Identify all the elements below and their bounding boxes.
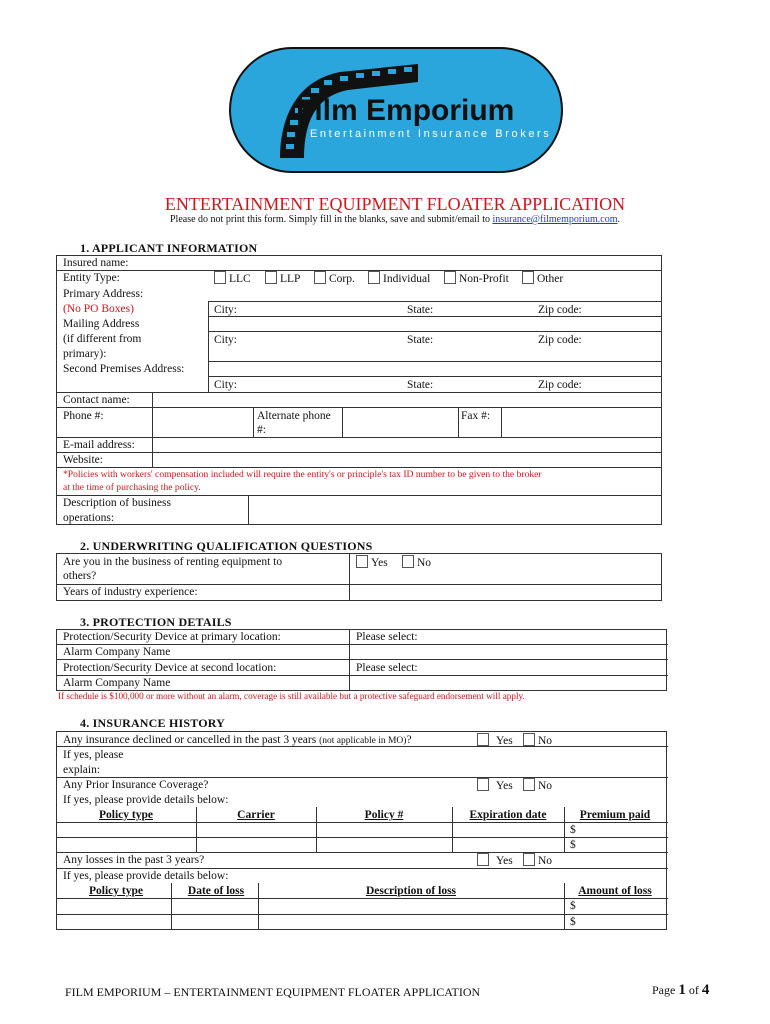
loss-col-amount: Amount of loss <box>578 885 652 897</box>
prior-yes-label: Yes <box>496 780 513 792</box>
premium-dollar-1: $ <box>570 824 576 836</box>
prior-no[interactable] <box>523 778 552 793</box>
second-zip-label: Zip code: <box>538 379 582 391</box>
page-current: 1 <box>678 982 686 998</box>
section-4-heading: 4. INSURANCE HISTORY <box>80 716 226 730</box>
loss-col-date: Date of loss <box>187 885 245 897</box>
declined-no[interactable] <box>523 733 552 748</box>
page-of: of <box>685 983 702 997</box>
section-3-heading: 3. PROTECTION DETAILS <box>80 615 232 629</box>
prior-details-label: If yes, please provide details below: <box>63 794 229 806</box>
fax-label: Fax #: <box>461 410 491 422</box>
checkbox-icon[interactable] <box>477 778 489 791</box>
premium-dollar-2: $ <box>570 839 576 851</box>
entity-nonprofit-label: Non-Profit <box>459 273 509 285</box>
declined-question-mark: ? <box>406 734 412 746</box>
description-label-2: operations: <box>63 512 115 524</box>
entity-type-label: Entity Type: <box>63 272 120 284</box>
renting-yes[interactable] <box>356 555 388 570</box>
instructions-text: Please do not print this form. Simply fill in the blanks, save and submit/email to <box>170 214 493 225</box>
checkbox-icon[interactable] <box>214 271 226 284</box>
declined-question-text: Any insurance declined or cancelled in the past 3 years <box>63 734 320 746</box>
security-second-label: Protection/Security Device at second location: <box>63 662 277 674</box>
entity-other[interactable] <box>522 271 563 286</box>
section-1-heading: 1. APPLICANT INFORMATION <box>80 241 258 255</box>
checkbox-icon[interactable] <box>356 555 368 568</box>
renting-yes-label: Yes <box>371 557 388 569</box>
mailing-city-label: City: <box>214 334 238 346</box>
second-city-label: City: <box>214 379 238 391</box>
section-2-heading: 2. UNDERWRITING QUALIFICATION QUESTIONS <box>80 539 373 553</box>
email-label: E-mail address: <box>63 439 135 451</box>
losses-no-label: No <box>538 855 553 867</box>
mailing-zip-label: Zip code: <box>538 334 582 346</box>
declined-yes[interactable] <box>477 733 513 748</box>
section-4-grid <box>56 731 668 931</box>
page-label: Page <box>652 983 679 997</box>
phone-label: Phone #: <box>63 410 104 422</box>
loss-dollar-2: $ <box>570 916 576 928</box>
explain-label-1: If yes, please <box>63 749 124 761</box>
alarm-company-2-label: Alarm Company Name <box>63 677 171 689</box>
col-expiration-date: Expiration date <box>469 809 547 821</box>
entity-llc[interactable] <box>214 271 251 286</box>
workers-comp-note-line-1: *Policies with workers' compensation included will require the entity's or principle's tax ID number to be given to the broker <box>63 469 542 480</box>
entity-llp-label: LLP <box>280 273 301 285</box>
entity-other-label: Other <box>537 273 564 285</box>
declined-yes-label: Yes <box>496 735 513 747</box>
checkbox-icon[interactable] <box>314 271 326 284</box>
section-4-form <box>56 731 668 931</box>
second-state-label: State: <box>407 379 434 391</box>
entity-llp[interactable] <box>265 271 300 286</box>
entity-corp-label: Corp. <box>329 273 355 285</box>
checkbox-icon[interactable] <box>477 733 489 746</box>
section-3-form <box>56 629 668 691</box>
checkbox-icon[interactable] <box>368 271 380 284</box>
renting-question-2: others? <box>63 570 97 582</box>
checkbox-icon[interactable] <box>402 555 414 568</box>
col-policy-number: Policy # <box>364 809 404 821</box>
section-1-form <box>56 255 662 525</box>
losses-question: Any losses in the past 3 years? <box>63 854 205 866</box>
alarm-company-1-label: Alarm Company Name <box>63 646 171 658</box>
security-primary-select[interactable]: Please select: <box>356 631 418 643</box>
logo-tagline: Entertainment Insurance Brokers <box>310 128 552 140</box>
losses-yes[interactable] <box>477 853 513 868</box>
mailing-label-2: (if different from <box>63 333 142 345</box>
renting-question-1: Are you in the business of renting equipment to <box>63 556 283 568</box>
experience-label: Years of industry experience: <box>63 586 198 598</box>
primary-zip-label: Zip code: <box>538 304 582 316</box>
col-policy-type: Policy type <box>99 809 153 821</box>
checkbox-icon[interactable] <box>523 853 535 866</box>
website-label: Website: <box>63 454 103 466</box>
insured-name-label: Insured name: <box>63 257 129 269</box>
primary-address-label: Primary Address: <box>63 288 144 300</box>
page-title: ENTERTAINMENT EQUIPMENT FLOATER APPLICATION <box>164 194 626 214</box>
checkbox-icon[interactable] <box>523 778 535 791</box>
instructions <box>0 214 770 225</box>
checkbox-icon[interactable] <box>477 853 489 866</box>
workers-comp-note-line-2: at the time of purchasing the policy. <box>63 482 201 493</box>
entity-individual-label: Individual <box>383 273 431 285</box>
description-label-1: Description of business <box>63 497 171 509</box>
second-premises-label: Second Premises Address: <box>63 363 185 375</box>
declined-question <box>63 733 412 748</box>
losses-no[interactable] <box>523 853 552 868</box>
primary-state-label: State: <box>407 304 434 316</box>
loss-col-description: Description of loss <box>365 885 457 897</box>
section-2-form <box>56 553 662 601</box>
prior-yes[interactable] <box>477 778 513 793</box>
page-number <box>652 982 709 999</box>
prior-coverage-question: Any Prior Insurance Coverage? <box>63 779 209 791</box>
company-logo <box>228 46 564 174</box>
renting-no[interactable] <box>402 555 431 570</box>
loss-col-policy-type: Policy type <box>89 885 143 897</box>
declined-no-label: No <box>538 735 553 747</box>
primary-city-label: City: <box>214 304 238 316</box>
checkbox-icon[interactable] <box>522 271 534 284</box>
alt-phone-label-1: Alternate phone <box>257 410 331 422</box>
renting-no-label: No <box>417 557 432 569</box>
entity-corp[interactable] <box>314 271 355 286</box>
footer-title: FILM EMPORIUM – ENTERTAINMENT EQUIPMENT FLOATER APPLICATION <box>65 985 481 999</box>
logo-brand: Film Emporium <box>296 94 515 127</box>
col-carrier: Carrier <box>237 809 275 821</box>
explain-label-2: explain: <box>63 764 101 776</box>
contact-name-label: Contact name: <box>63 394 130 406</box>
instructions-end: . <box>617 214 620 225</box>
mailing-label-1: Mailing Address <box>63 318 140 330</box>
mailing-label-3: primary): <box>63 348 107 360</box>
alt-phone-label-2: #: <box>257 424 266 436</box>
workers-comp-note <box>63 468 542 494</box>
alarm-note: If schedule is $100,000 or more without an alarm, coverage is still available but a protective safeguard endorsement will apply. <box>58 691 525 701</box>
checkbox-icon[interactable] <box>444 271 456 284</box>
checkbox-icon[interactable] <box>523 733 535 746</box>
page-total: 4 <box>701 982 710 998</box>
prior-no-label: No <box>538 780 553 792</box>
loss-dollar-1: $ <box>570 900 576 912</box>
security-primary-label: Protection/Security Device at primary location: <box>63 631 281 643</box>
mailing-state-label: State: <box>407 334 434 346</box>
entity-individual[interactable] <box>368 271 430 286</box>
declined-question-note: (not applicable in MO) <box>319 736 407 746</box>
entity-nonprofit[interactable] <box>444 271 509 286</box>
losses-details-label: If yes, please provide details below: <box>63 870 229 882</box>
security-second-select[interactable]: Please select: <box>356 662 418 674</box>
email-link[interactable]: insurance@filmemporium.com <box>492 214 618 225</box>
col-premium-paid: Premium paid <box>579 809 651 821</box>
losses-yes-label: Yes <box>496 855 513 867</box>
entity-llc-label: LLC <box>229 273 251 285</box>
checkbox-icon[interactable] <box>265 271 277 284</box>
no-po-note: (No PO Boxes) <box>63 303 134 315</box>
